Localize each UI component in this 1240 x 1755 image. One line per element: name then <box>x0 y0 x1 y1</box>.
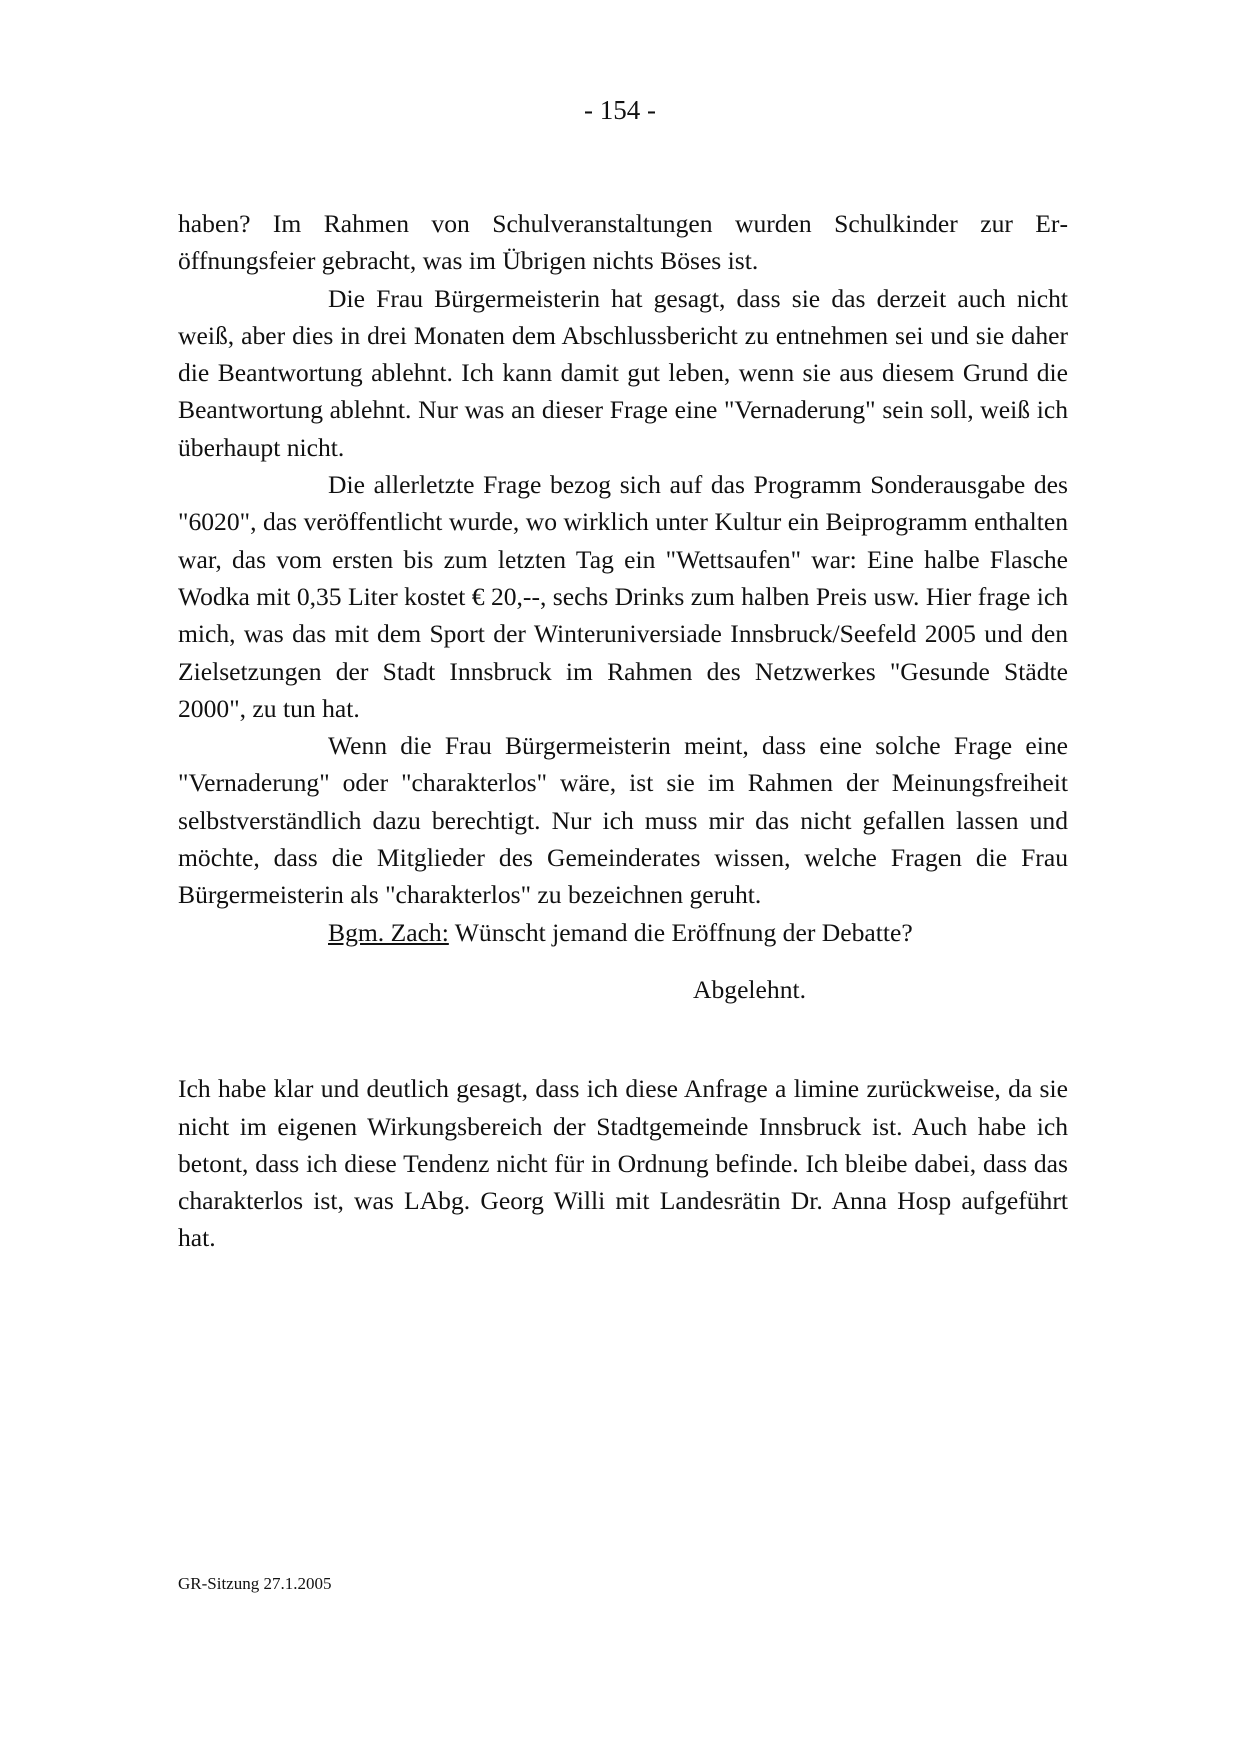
paragraph-4: Wenn die Frau Bürgermeisterin meint, dass eine solche Frage eine "Vernaderung" oder "charakterlos" wäre, ist sie im Rahmen der Meinungsfreiheit selbstverständlich dazu berechtigt. Nur ich muss mir das nicht gefallen lassen und möchte, dass die Mitglieder des Gemeinderates wissen, welche Fragen die Frau Bürgermeisterin als "charakterlos" zu bezeichnen geruht. <box>178 731 1068 910</box>
page-number: - 154 - <box>584 95 656 125</box>
speaker-name: Bgm. Zach: <box>328 917 449 947</box>
footer-session-date: GR-Sitzung 27.1.2005 <box>178 1574 332 1593</box>
paragraph-3: Die allerletzte Frage bezog sich auf das Programm Sonderausgabe des "6020", das veröffentlicht wurde, wo wirklich unter Kultur ein Beiprogramm enthalten war, das vom ersten bis zum letzten Tag ein "Wettsaufen" war: Eine halbe Flasche Wodka mit 0,35 Liter kostet € 20,--, sechs Drinks zum halben Preis usw. Hier frage ich mich, was das mit dem Sport der Winteruniversiade Innsbruck/Seefeld 2005 und den Zielsetzungen der Stadt Innsbruck im Rahmen des Netzwerkes "Gesunde Städte 2000", zu tun hat. <box>178 470 1068 723</box>
paragraph-5: Ich habe klar und deutlich gesagt, dass ich diese Anfrage a limine zurückweise, da sie nicht im eigenen Wirkungsbereich der Stadtgemeinde Innsbruck ist. Auch habe ich betont, dass ich diese Tendenz nicht für in Ordnung befinde. Ich bleibe dabei, dass das charakterlos ist, was LAbg. Georg Willi mit Landesrätin Dr. Anna Hosp aufgeführt hat. <box>178 1074 1068 1253</box>
vote-result: Abgelehnt. <box>693 974 807 1004</box>
paragraph-2: Die Frau Bürgermeisterin hat gesagt, dass sie das derzeit auch nicht weiß, aber dies in drei Monaten dem Abschlussbericht zu entnehmen sei und sie daher die Beantwortung ablehnt. Ich kann damit gut leben, wenn sie aus diesem Grund die Beantwortung ablehnt. Nur was an dieser Frage eine "Vernaderung" sein soll, weiß ich überhaupt nicht. <box>178 283 1068 462</box>
body-text <box>178 205 1068 1257</box>
speaker-statement: Wünscht jemand die Eröffnung der Debatte? <box>448 917 913 947</box>
paragraph-1: haben? Im Rahmen von Schulveranstaltungen wurden Schulkinder zur Eröffnungsfeier gebracht, was im Übrigen nichts Böses ist. <box>178 209 1068 276</box>
speaker-line <box>178 914 1068 951</box>
